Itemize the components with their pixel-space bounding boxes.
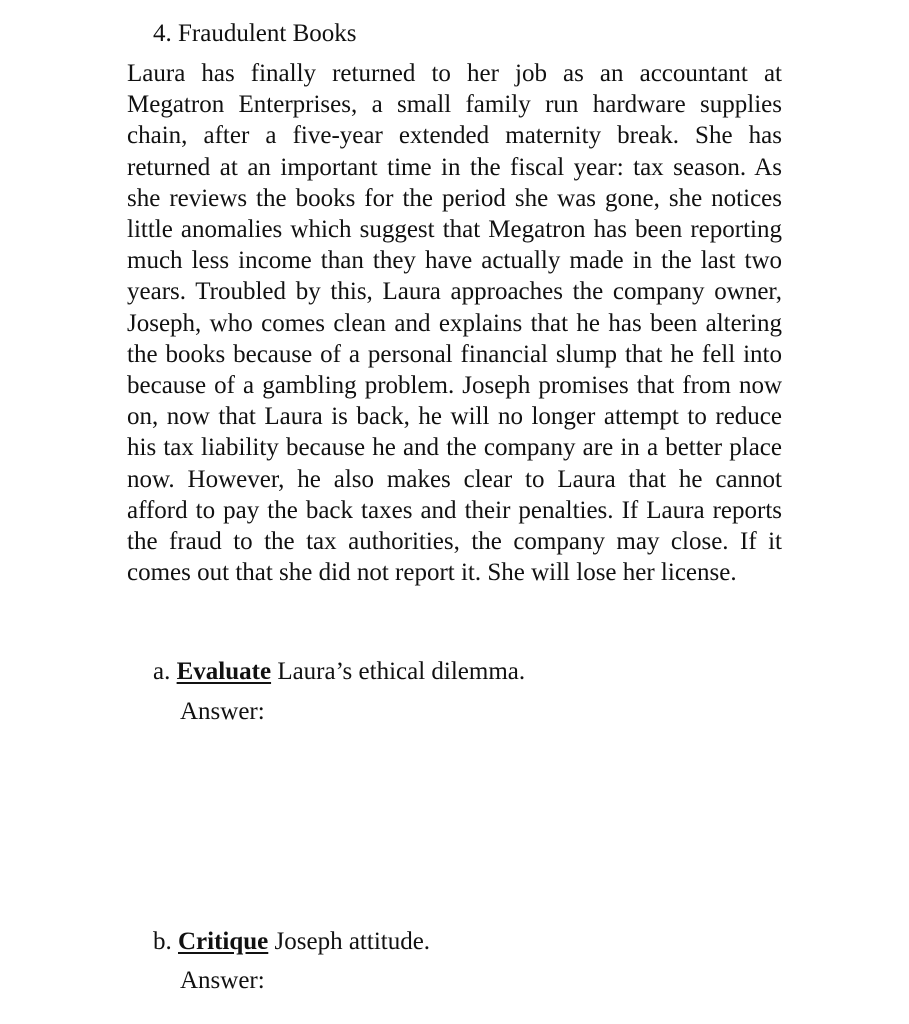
question-b-prefix: b. <box>153 928 172 955</box>
question-b-text: Joseph attitude. <box>274 928 431 955</box>
question-b-keyword: Critique <box>178 928 269 955</box>
question-a <box>153 656 525 688</box>
answer-b-area[interactable] <box>180 998 780 1022</box>
question-b <box>153 926 430 958</box>
answer-a-area[interactable] <box>180 730 780 910</box>
question-a-keyword: Evaluate <box>176 658 272 685</box>
case-paragraph: Laura has finally returned to her job as an accountant at Megatron Enterprises, a small family run hardware supplies chain, after a five-year extended maternity break. She has returned at an important time in the fiscal year: tax season. As she reviews the books for the period she was gone, she notices little anomalies which suggest that Megatron has been reporting much less income than they have actually made in the last two years. Troubled by this, Laura approaches the company owner, Joseph, who comes clean and explains that he has been altering the books because of a personal financial slump that he fell into because of a gambling problem. Joseph promises that from now on, now that Laura is back, he will no longer attempt to reduce his tax liability because he and the company are in a better place now. However, he also makes clear to Laura that he cannot afford to pay the back taxes and their penalties. If Laura reports the fraud to the tax authorities, the company may close. If it comes out that she did not report it. She will lose her license. <box>127 60 782 587</box>
question-heading: 4. Fraudulent Books <box>153 20 357 47</box>
answer-b-label: Answer: <box>180 967 265 994</box>
question-a-text: Laura’s ethical dilemma. <box>277 658 526 685</box>
question-a-prefix: a. <box>153 658 171 685</box>
answer-a-label: Answer: <box>180 698 265 725</box>
